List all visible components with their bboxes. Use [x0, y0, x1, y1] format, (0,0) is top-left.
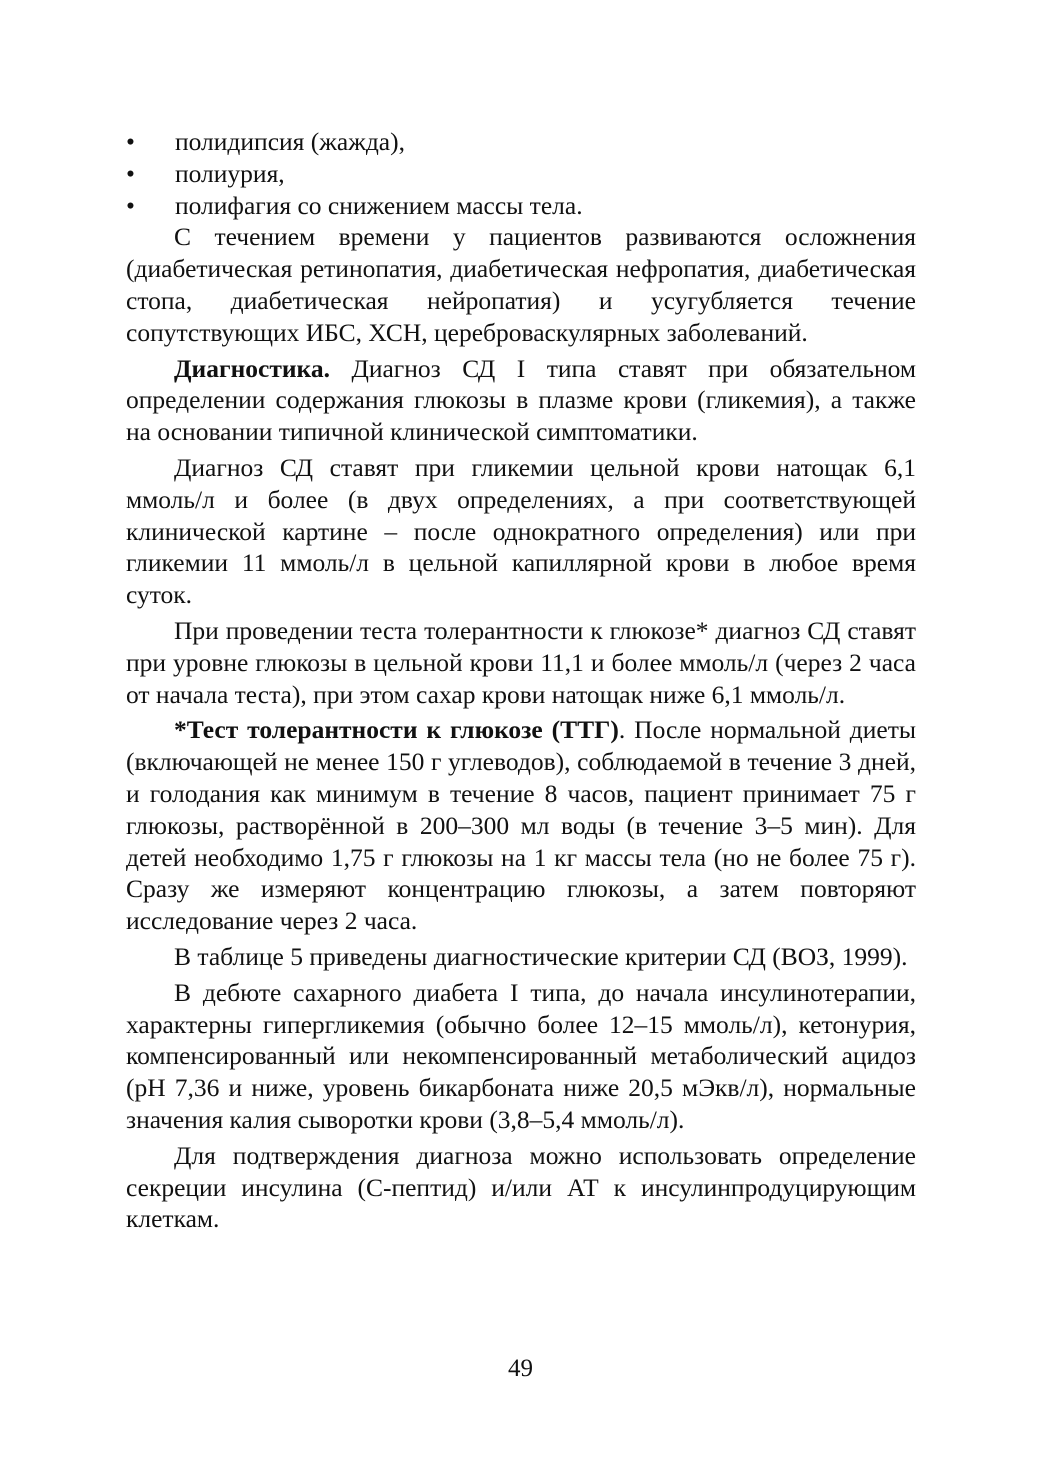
list-item-text: полидипсия (жажда),	[175, 127, 405, 156]
diagnostics-heading: Диагностика.	[174, 353, 330, 383]
debut-paragraph: В дебюте сахарного диабета I типа, до начала инсулинотерапии, характерны гипергликемия (обычно более 12–15 ммоль/л), кетонурия, компенсированный или некомпенсированный метаболический ацидоз (рН 7,36 и ниже, уровень бикарбоната ниже 20,5 мЭкв/л), нормальные значения калия сыворотки крови (3,8–5,4 ммоль/л).	[126, 977, 916, 1134]
ttg-heading: *Тест толерантности к глюкозе (ТТГ)	[174, 715, 619, 745]
list-item	[126, 190, 916, 222]
glycemia-paragraph: Диагноз СД ставят при гликемии цельной крови натощак 6,1 ммоль/л и более (в двух определениях, а при соответствующей клинической картине – после однократного определения) или при гликемии 11 ммоль/л в цельной капиллярной крови в любое время суток.	[126, 452, 916, 610]
confirmation-paragraph: Для подтверждения диагноза можно использовать определение секреции инсулина (С-пептид) и/или АТ к инсулинпродуцирующим клеткам.	[126, 1140, 916, 1234]
page-number: 49	[508, 1355, 533, 1382]
page-body	[126, 126, 916, 1235]
bullet-icon: •	[126, 158, 135, 188]
bullet-icon: •	[126, 127, 135, 156]
list-item	[126, 126, 916, 158]
diagnostics-paragraph	[126, 353, 916, 448]
table-reference-paragraph: В таблице 5 приведены диагностические критерии СД (ВОЗ, 1999).	[174, 941, 908, 971]
symptom-list	[126, 126, 916, 221]
list-item-text: полиурия,	[175, 158, 285, 188]
list-item-text: полифагия со снижением массы тела.	[175, 190, 583, 220]
tolerance-test-paragraph: При проведении теста толерантности к глюкозе* диагноз СД ставят при уровне глюкозы в цельной крови 11,1 и более ммоль/л (через 2 часа от начала теста), при этом сахар крови натощак ниже 6,1 ммоль/л.	[126, 615, 916, 709]
diagnostics-text: Диагноз СД I типа ставят при обязательном определении содержания глюкозы в плазме крови (гликемия), а также на основании типичной клинической симптоматики.	[126, 353, 916, 447]
ttg-paragraph	[126, 714, 916, 937]
bullet-icon: •	[126, 190, 135, 220]
list-item	[126, 158, 916, 190]
ttg-text: . После нормальной диеты (включающей не менее 150 г углеводов), соблюдаемой в течение 3 дней, и голодания как минимум в течение 8 часов, пациент принимает 75 г глюкозы, растворённой в 200–300 мл воды (в течение 3–5 мин). Для детей необходимо 1,75 г глюкозы на 1 кг массы тела (но не более 75 г). Сразу же измеряют концентрацию глюкозы, а затем повторяют исследование через 2 часа.	[126, 715, 916, 936]
complications-paragraph: С течением времени у пациентов развиваются осложнения (диабетическая ретинопатия, диабетическая нефропатия, диабетическая стопа, диабетическая нейропатия) и усугубляется течение сопутствующих ИБС, ХСН, цереброваскулярных заболеваний.	[126, 222, 916, 347]
